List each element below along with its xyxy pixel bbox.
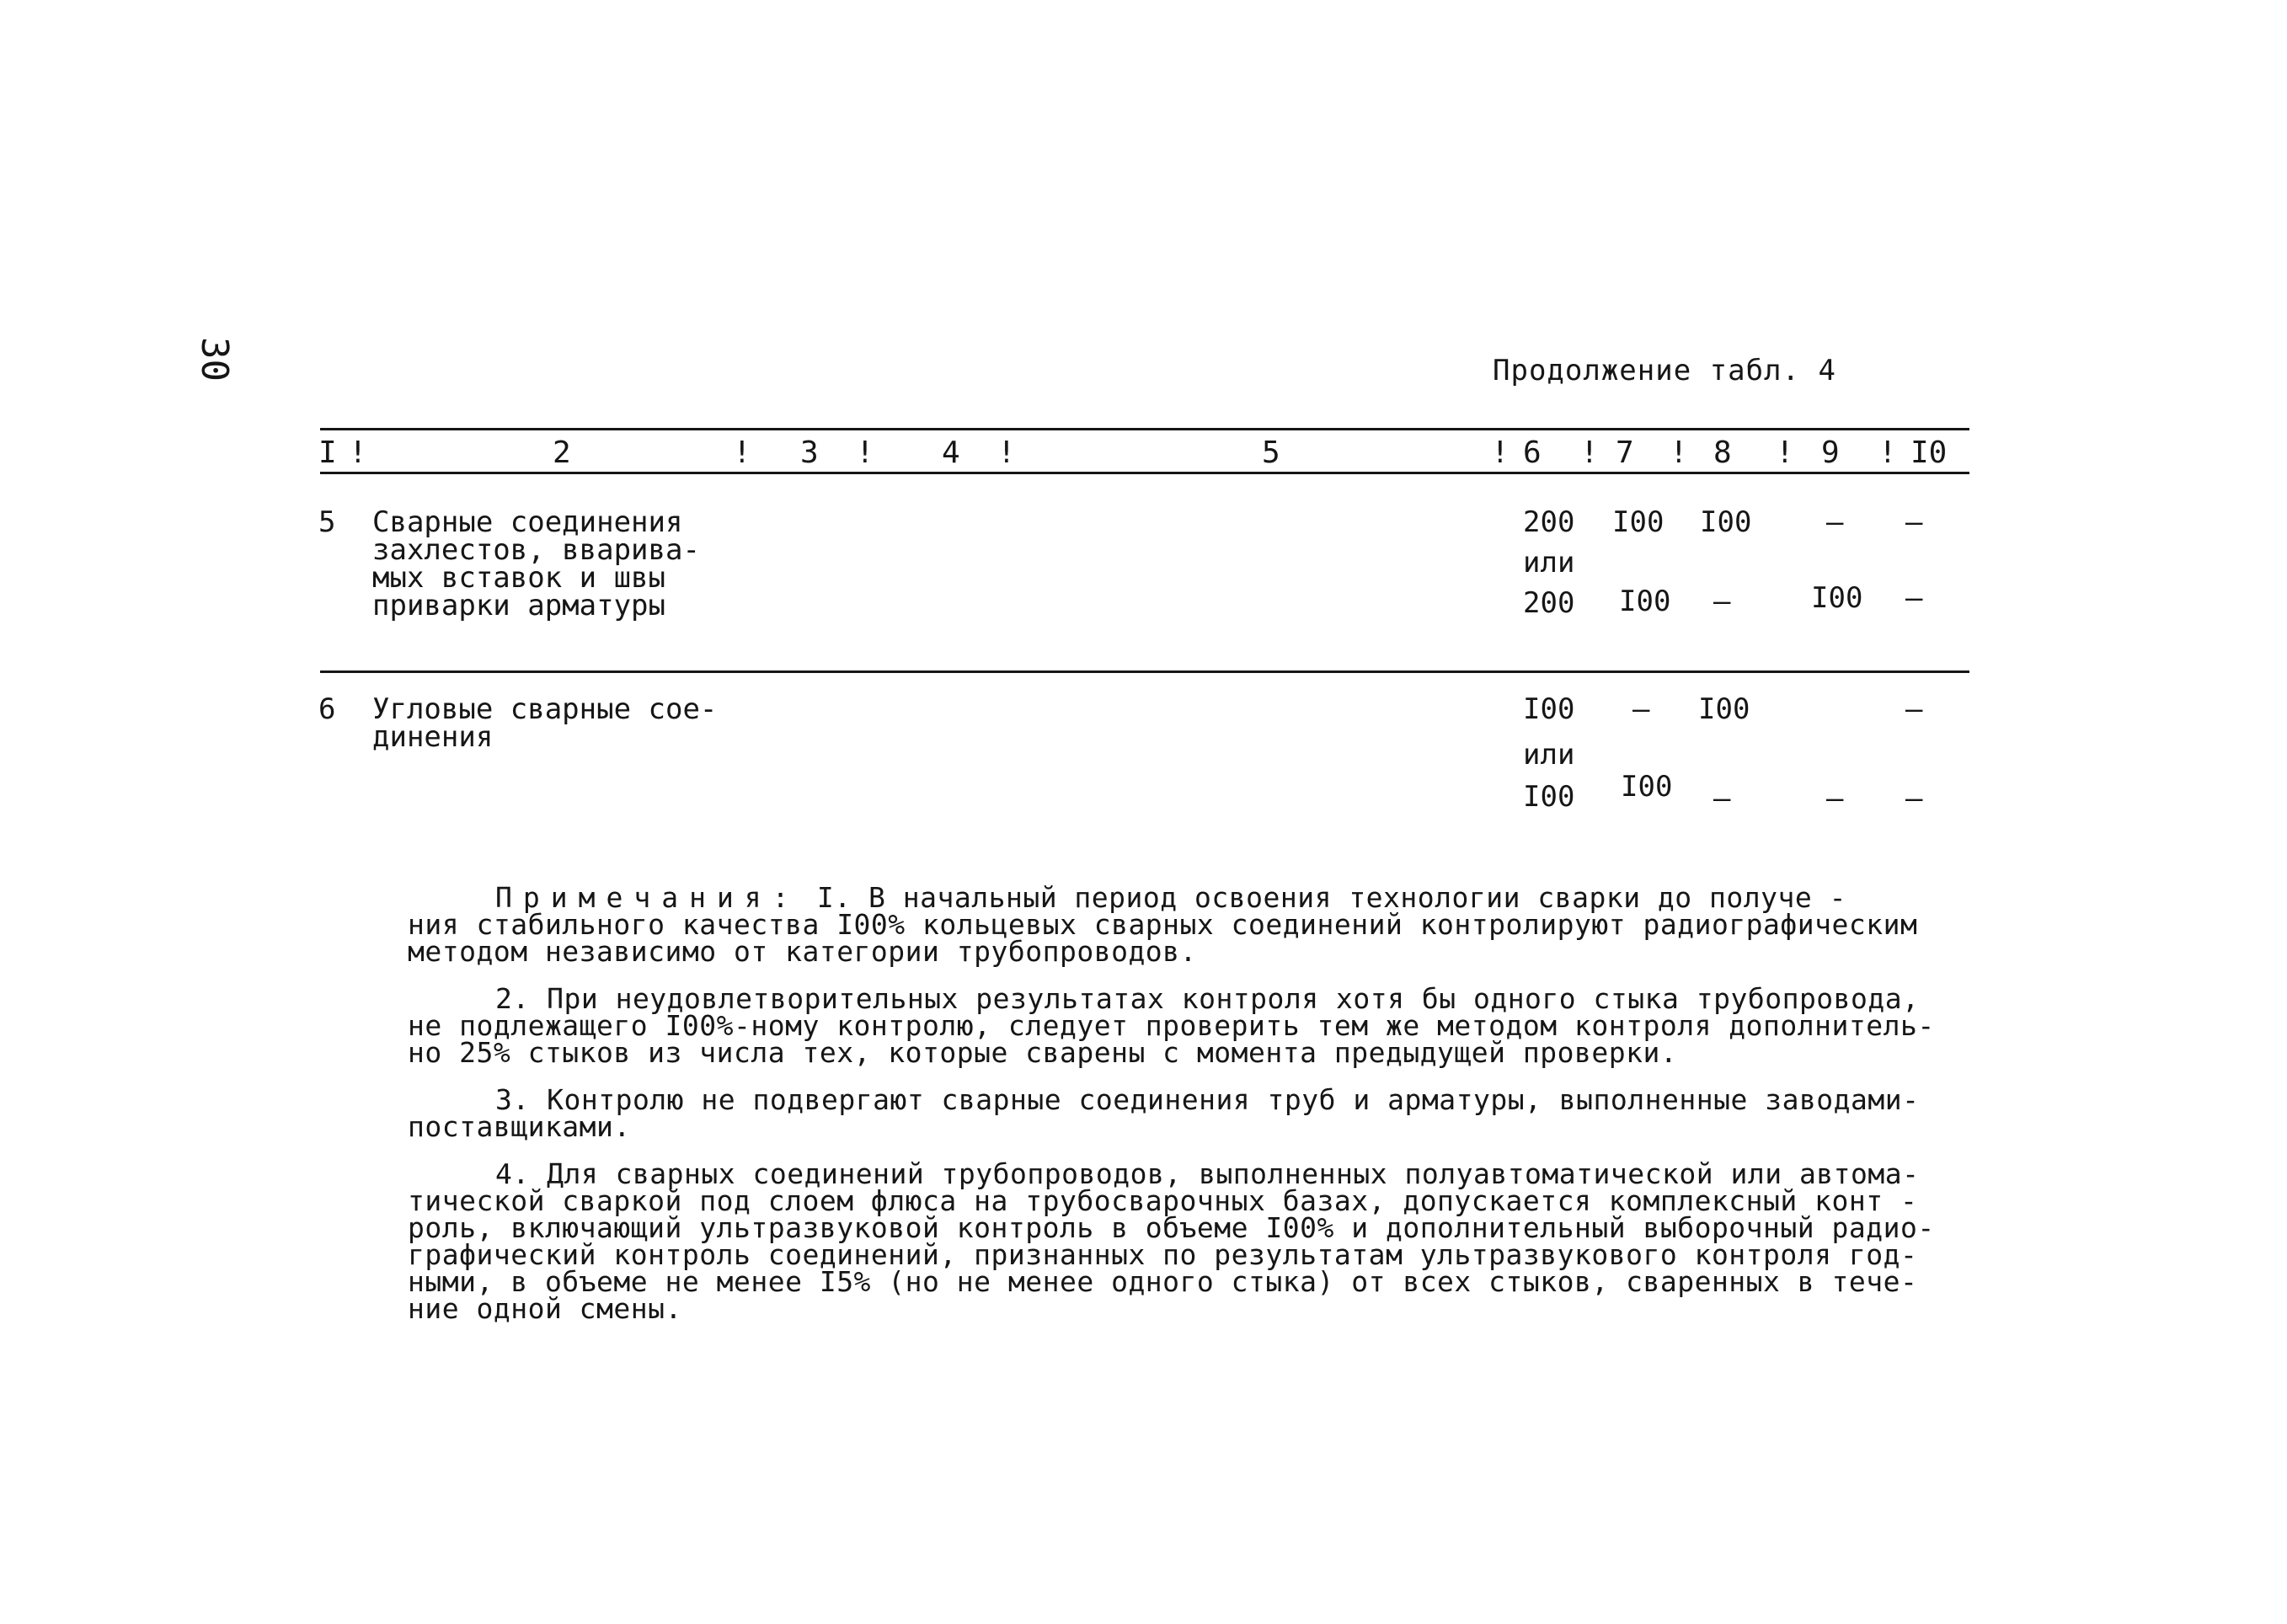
note-1-first-text: I. В начальный период освоения технологии сварки до получе - [799,881,1846,914]
cell-col7: – [1632,692,1650,726]
cell-col10: – [1905,782,1923,815]
col-separator: ! [1878,435,1897,470]
col-header-4: 4 [942,435,960,470]
cell-col7: I00 [1621,770,1673,804]
col-separator: ! [1491,435,1510,470]
row-separator-rule [320,670,1969,673]
cell-col10: – [1905,581,1923,615]
cell-col7: I00 [1612,505,1664,539]
row-name-line: динения [372,720,494,754]
cell-col10: – [1905,692,1923,726]
row-number: 5 [318,505,336,539]
cell-col6: 200 [1523,505,1575,539]
col-header-6: 6 [1523,435,1542,470]
note-line: но 25% стыков из числа тех, которые сварены с момента предыдущей проверки. [408,1036,1678,1069]
note-3-first-line: 3. Контролю не подвергают сварные соединения труб и арматуры, выполненные заводами- [495,1083,1920,1116]
cell-col6: 200 [1523,586,1575,620]
col-header-1: I [318,435,337,470]
col-header-3: 3 [800,435,819,470]
cell-col8: – [1713,585,1731,618]
cell-col7: I00 [1619,585,1671,618]
note-line: ными, в объеме не менее I5% (но не менее одного стыка) от всех стыков, сваренных в тече- [408,1265,1918,1298]
note-2-first-line: 2. При неудовлетворительных результатах контроля хотя бы одного стыка трубопровода, [495,982,1920,1015]
col-header-7: 7 [1616,435,1634,470]
col-separator: ! [1580,435,1599,470]
col-header-2: 2 [553,435,571,470]
row-number: 6 [318,692,336,726]
col-separator: ! [997,435,1016,470]
col-separator: ! [733,435,751,470]
note-line: поставщиками. [408,1110,631,1143]
cell-col8: I00 [1698,692,1750,726]
cell-col9: – [1826,505,1844,539]
cell-col8: – [1713,782,1731,815]
row-name-line: Сварные соединения [372,505,683,539]
cell-col9: I00 [1811,581,1863,615]
row-name-line: Угловые сварные сое- [372,692,718,726]
cell-col9: – [1826,782,1844,815]
cell-col6: или [1523,546,1575,580]
cell-col6: I00 [1523,692,1575,726]
row-name-line: приварки арматуры [372,589,665,622]
table-caption: Продолжение табл. 4 [1493,354,1836,387]
cell-col6: или [1523,738,1575,772]
note-line: тической сваркой под слоем флюса на трубосварочных базах, допускается комплексный конт - [408,1184,1918,1217]
page-number: 30 [193,337,236,382]
notes-label: Примечания: [495,881,800,914]
col-separator: ! [349,435,367,470]
col-separator: ! [1776,435,1794,470]
header-bottom-rule [320,472,1969,474]
note-line: графический контроль соединений, признанных по результатам ультразвукового контроля год- [408,1238,1918,1271]
col-header-5: 5 [1262,435,1280,470]
note-line: ния стабильного качества I00% кольцевых сварных соединений контролируют радиографическим [408,908,1918,941]
note-4-first-line: 4. Для сварных соединений трубопроводов, выполненных полуавтоматической или автома- [495,1157,1920,1190]
col-header-10: I0 [1910,435,1948,470]
table-top-rule [320,428,1969,430]
cell-col8: I00 [1700,505,1752,539]
row-name-line: захлестов, вварива- [372,533,700,567]
note-line: ние одной смены. [408,1292,682,1325]
cell-col10: – [1905,505,1923,539]
cell-col6: I00 [1523,780,1575,814]
col-header-8: 8 [1713,435,1732,470]
note-line: методом независимо от категории трубопроводов. [408,935,1197,968]
row-name-line: мых вставок и швы [372,561,665,595]
col-separator: ! [856,435,874,470]
col-separator: ! [1670,435,1688,470]
col-header-9: 9 [1821,435,1840,470]
note-line: не подлежащего I00%-ному контролю, следует проверить тем же методом контроля дополнитель- [408,1009,1935,1042]
note-line: роль, включающий ультразвуковой контроль в объеме I00% и дополнительный выборочный радио- [408,1211,1935,1244]
